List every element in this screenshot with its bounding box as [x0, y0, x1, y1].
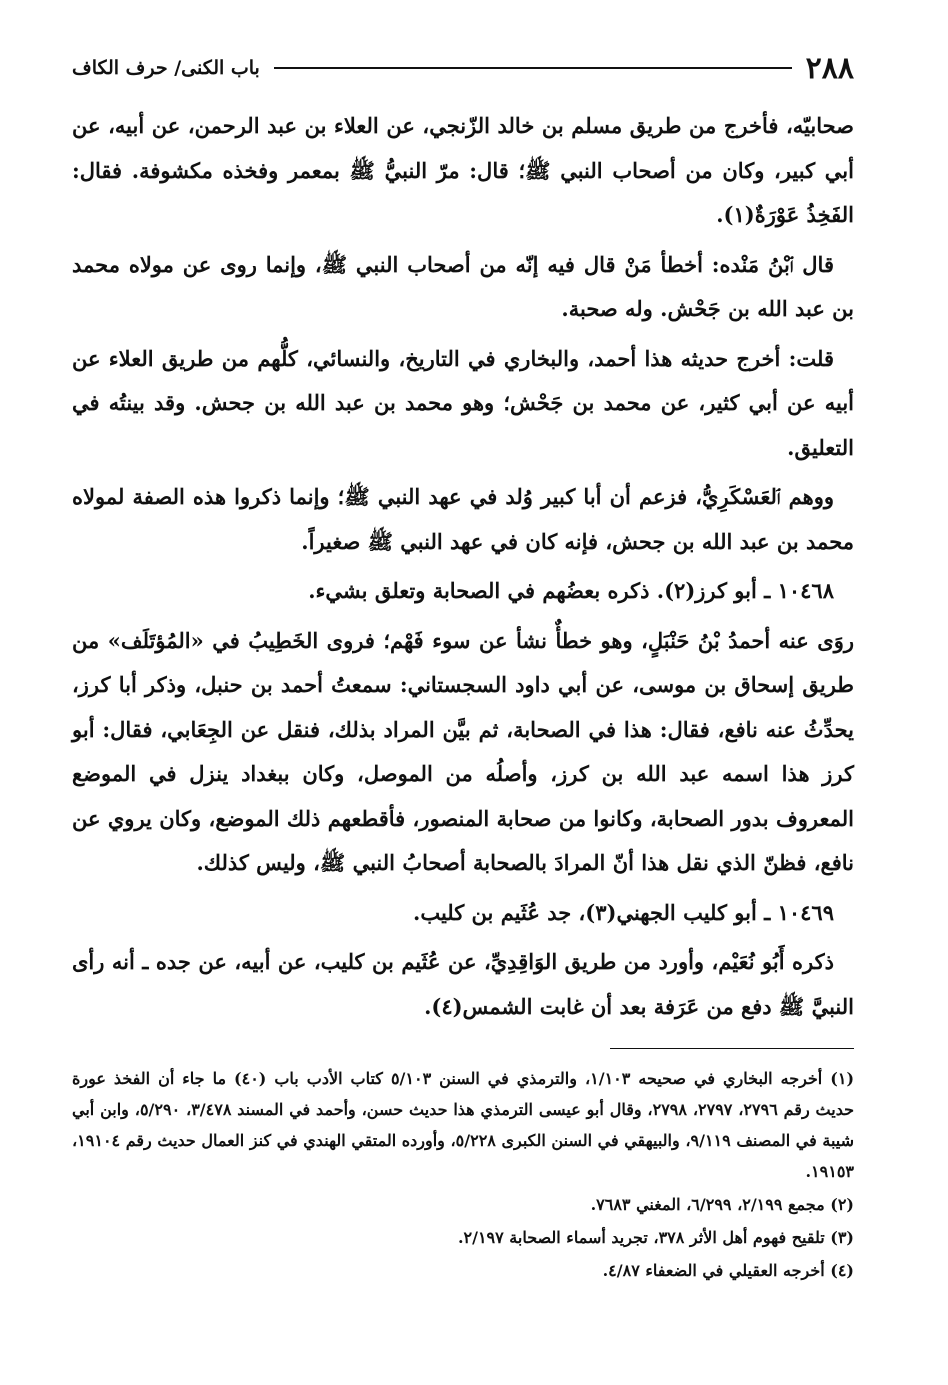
paragraph: ذكره أَبُو نُعَيْم، وأورد من طريق الوَاقِدِيِّ، عن عُثَيم بن كليب، عن أبيه، عن جده ـ أنه رأى النبيَّ ﷺ دفع من عَرَفة بعد أن غابت الشمس(٤). [72, 949, 854, 1019]
footnote: (١) أخرجه البخاري في صحيحه ١/١٠٣، والترمذي في السنن ٥/١٠٣ كتاب الأدب باب (٤٠) ما جاء أن الفخذ عورة حديث رقم ٢٧٩٦، ٢٧٩٧، ٢٧٩٨، وقال أبو عيسى الترمذي هذا حديث حسن، وأحمد في المسند ٣/٤٧٨، ٥/٢٩٠، وابن أبي شيبة في المصنف ٩/١١٩، والبيهقي في السنن الكبرى ٥/٢٢٨، وأورده المتقي الهندي في كنز العمال حديث رقم ١٩١٠٤، ١٩١٥٣. [72, 1069, 855, 1181]
running-head: باب الكنى/ حرف الكاف [72, 57, 260, 79]
main-text [72, 104, 854, 1029]
paragraph: روَى عنه أحمدُ بْنُ حَنْبَلٍ، وهو خطأٌ نشأ عن سوء فَهْم؛ فروى الخَطِيبُ في «المُؤتَلَف» من طريق إسحاق بن موسى، عن أبي داود السجستاني: سمعتُ أحمد بن حنبل، وذكر أبا كرز، يحدِّثُ عنه نافع، فقال: هذا في الصحابة، ثم بيَّن المراد بذلك، فنقل عن الجِعَابي، فقال: أبو كرز هذا اسمه عبد الله بن كرز، وأصلُه من الموصل، وكان ببغداد ينزل في الموضع المعروف بدور الصحابة، وكانوا من صحابة المنصور، فأقطعهم ذلك الموضع، وكان يروي عن نافع، فظنّ الذي نقل هذا أنّ المرادَ بالصحابة أصحابُ النبي ﷺ، وليس كذلك. [72, 627, 854, 875]
page-header [72, 48, 854, 88]
footnote: (٤) أخرجه العقيلي في الضعفاء ٤/٨٧. [602, 1261, 854, 1280]
footnote: (٣) تلقيح فهوم أهل الأثر ٣٧٨، تجريد أسماء الصحابة ٢/١٩٧. [457, 1228, 854, 1247]
entry-heading: ١٠٤٦٩ ـ أبو كليب الجهني(٣)، جد عُثَيم بن كليب. [413, 899, 834, 925]
book-page [72, 48, 854, 1288]
entry-heading: ١٠٤٦٨ ـ أبو كرز(٢). ذكره بعضُهم في الصحابة وتعلق بشيء. [308, 578, 834, 603]
paragraph: صحابيّه، فأخرج من طريق مسلم بن خالد الزّنجي، عن العلاء بن عبد الرحمن، عن أبيه، عن أبي كبير، وكان من أصحاب النبي ﷺ؛ قال: مرّ النبيُّ ﷺ بمعمر وفخذه مكشوفة. فقال: الفَخِذُ عَوْرَةٌ(١). [72, 113, 854, 227]
footnote-separator-holder [72, 1034, 854, 1059]
header-rule [274, 67, 792, 69]
footnote: (٢) مجمع ٢/١٩٩، ٦/٢٩٩، المغني ٧٦٨٣. [590, 1195, 854, 1214]
footnotes [72, 1063, 854, 1286]
page-number: ٢٨٨ [805, 50, 854, 86]
footnote-separator [610, 1048, 854, 1049]
paragraph: ووهم ٱلعَسْكَرِيُّ، فزعم أن أبا كبير وُلد في عهد النبي ﷺ؛ وإنما ذكروا هذه الصفة لمولاه محمد بن عبد الله بن جحش، فإنه كان في عهد النبي ﷺ صغيراً. [72, 484, 854, 554]
paragraph: قلت: أخرج حديثه هذا أحمد، والبخاري في التاريخ، والنسائي، كلُّهم من طريق العلاء عن أبيه عن أبي كثير، عن محمد بن جَحْش؛ وهو محمد بن عبد الله بن جحش. وقد بينتُه في التعليق. [72, 345, 854, 460]
paragraph: قال ٱبْنُ مَنْده: أخطأ مَنْ قال فيه إنّه من أصحاب النبي ﷺ، وإنما روى عن مولاه محمد بن عبد الله بن جَحْش. وله صحبة. [72, 251, 854, 321]
